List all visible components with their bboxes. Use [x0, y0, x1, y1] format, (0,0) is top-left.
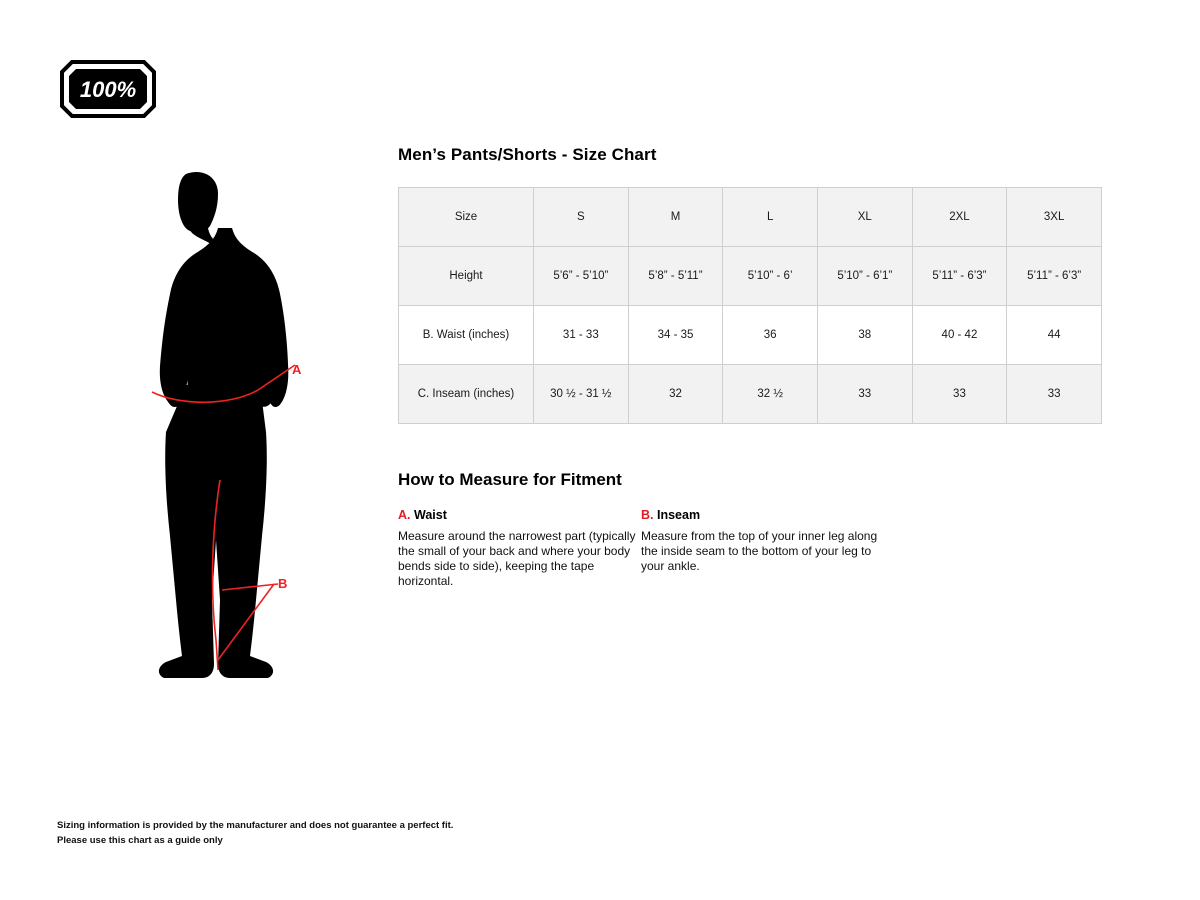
row-header-inseam: C. Inseam (inches): [399, 365, 534, 424]
footer-disclaimer: [57, 818, 453, 848]
row-header-waist: B. Waist (inches): [399, 306, 534, 365]
measure-item-waist-text: Measure around the narrowest part (typically the small of your back and where your body bends side to side), keeping the tape horizontal.: [398, 529, 636, 588]
cell-height-3xl: 5’11” - 6’3”: [1007, 247, 1102, 306]
logo-icon: [60, 60, 156, 118]
measure-item-inseam: [641, 508, 884, 589]
cell-waist-l: 36: [723, 306, 818, 365]
cell-height-s: 5’6” - 5’10”: [534, 247, 629, 306]
cell-height-2xl: 5’11” - 6’3”: [912, 247, 1007, 306]
measure-item-waist-letter: A.: [398, 508, 411, 522]
svg-text:100%: 100%: [79, 77, 137, 102]
cell-height-l: 5’10” - 6’: [723, 247, 818, 306]
cell-size-s: S: [534, 188, 629, 247]
table-row-waist: [399, 306, 1102, 365]
table-row-height: [399, 247, 1102, 306]
cell-inseam-m: 32: [628, 365, 723, 424]
cell-waist-s: 31 - 33: [534, 306, 629, 365]
cell-size-l: L: [723, 188, 818, 247]
brand-logo: [60, 60, 156, 118]
callout-label-a: A: [292, 362, 302, 377]
measure-item-inseam-text: Measure from the top of your inner leg along the inside seam to the bottom of your leg to your ankle.: [641, 529, 878, 573]
cell-inseam-3xl: 33: [1007, 365, 1102, 424]
cell-inseam-xl: 33: [817, 365, 912, 424]
cell-height-xl: 5’10” - 6’1”: [817, 247, 912, 306]
table-row-size: [399, 188, 1102, 247]
body-measurement-diagram: [90, 170, 350, 710]
cell-size-2xl: 2XL: [912, 188, 1007, 247]
measure-item-waist: [398, 508, 641, 589]
cell-size-3xl: 3XL: [1007, 188, 1102, 247]
body-silhouette-icon: [90, 170, 350, 710]
cell-inseam-s: 30 ½ - 31 ½: [534, 365, 629, 424]
callout-label-b: B: [278, 576, 288, 591]
measure-item-waist-heading: [398, 508, 641, 522]
cell-height-m: 5’8” - 5’11”: [628, 247, 723, 306]
cell-inseam-2xl: 33: [912, 365, 1007, 424]
measure-item-inseam-heading: [641, 508, 884, 522]
size-chart-table: [398, 187, 1102, 424]
cell-size-xl: XL: [817, 188, 912, 247]
footer-line-2: Please use this chart as a guide only: [57, 835, 223, 846]
row-header-size: Size: [399, 188, 534, 247]
measure-item-inseam-name: Inseam: [656, 508, 701, 522]
cell-inseam-l: 32 ½: [723, 365, 818, 424]
page-title: Men’s Pants/Shorts - Size Chart: [398, 145, 657, 164]
cell-waist-m: 34 - 35: [628, 306, 723, 365]
cell-waist-xl: 38: [817, 306, 912, 365]
measure-item-waist-name: Waist: [413, 508, 447, 522]
table-row-inseam: [399, 365, 1102, 424]
cell-size-m: M: [628, 188, 723, 247]
row-header-height: Height: [399, 247, 534, 306]
how-to-measure-title: How to Measure for Fitment: [398, 470, 622, 489]
size-chart-panel: [398, 145, 1104, 424]
cell-waist-2xl: 40 - 42: [912, 306, 1007, 365]
footer-line-1: Sizing information is provided by the manufacturer and does not guarantee a perfect fit.: [57, 820, 454, 831]
cell-waist-3xl: 44: [1007, 306, 1102, 365]
measure-item-inseam-letter: B.: [641, 508, 654, 522]
how-to-measure-section: [398, 470, 1104, 589]
